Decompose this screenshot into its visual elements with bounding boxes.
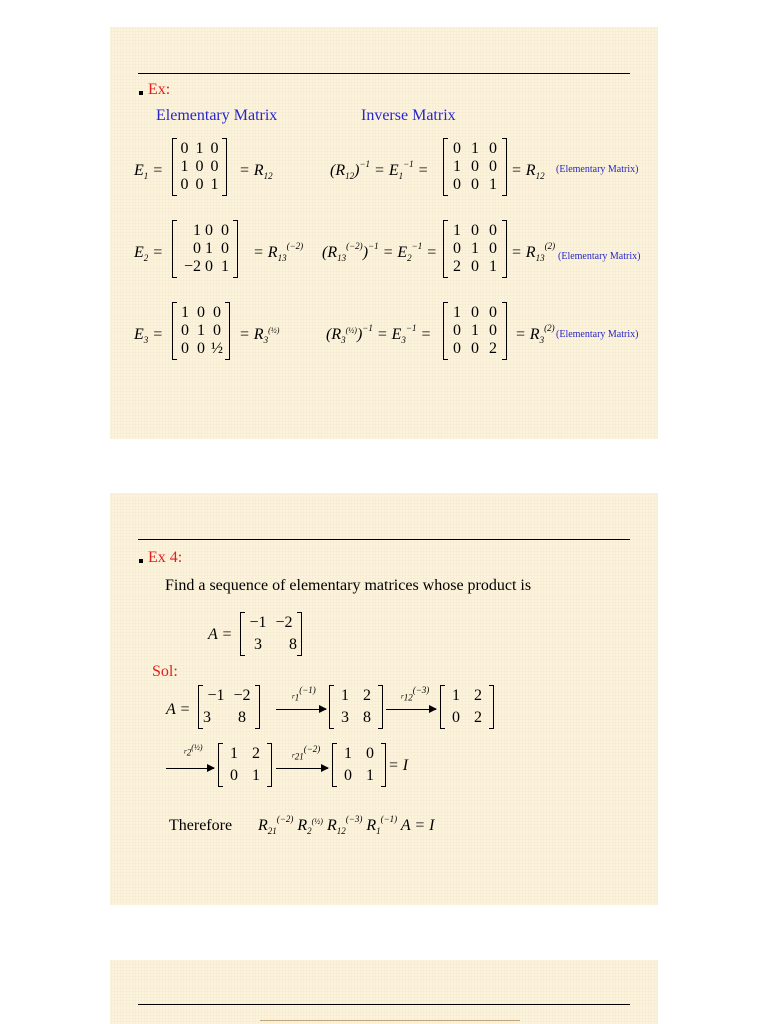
step-3-matrix: 1 2 0 1	[218, 744, 272, 786]
therefore-label: Therefore	[169, 817, 233, 834]
slide-2-rule	[138, 539, 630, 540]
e1-inverse-lhs: $(R_{12})^{-1} = E_1^{-1}$ =	[330, 158, 429, 182]
heading-elementary-matrix: Elementary Matrix	[156, 107, 278, 124]
arrow-1-label: $r_1^{(-1)}$	[292, 685, 316, 703]
e3-inverse-rhs: = $R_3^{(2)}$	[515, 322, 555, 346]
e2-note: (Elementary Matrix)	[558, 251, 641, 262]
slide-3-rule	[138, 1004, 630, 1005]
arrow-2	[386, 709, 436, 710]
arrow-2-label: $r_{12}^{(-3)}$	[401, 685, 430, 703]
e1-label: $E_1$ =	[134, 162, 164, 182]
step-4-matrix: 1 0 0 1	[332, 744, 386, 786]
slide-2-title: Ex 4:	[148, 549, 183, 566]
e3-inverse-matrix: 1 0 0 0 1 0 0 0 2	[443, 303, 507, 359]
arrow-4-label: $r_{21}^{(-2)}$	[292, 744, 321, 762]
e2-inverse-rhs: = $R_{13}^{(2)}$	[511, 240, 556, 264]
step-2-matrix: 1 2 0 2	[440, 686, 494, 728]
bullet	[139, 559, 143, 563]
arrow-3-label: $r_2(\frac{1}{2})$	[184, 743, 203, 758]
e2-rhs: = $R_{13}^{(-2)}$	[253, 240, 304, 264]
slide-1	[110, 27, 658, 439]
final-product: $R_{21}^{(-2)}$ $R_2(\frac{1}{2})$ $R_{12}^{(-3)}$ $R_1^{(-1)}$ A = I	[258, 813, 435, 837]
problem-text: Find a sequence of elementary matrices whose product is	[165, 577, 532, 594]
e2-label: $E_2$ =	[134, 244, 164, 264]
e1-inverse-rhs: = $R_{12}$	[511, 162, 545, 182]
arrow-1	[276, 709, 326, 710]
e1-inverse-matrix: 0 1 0 1 0 0 0 0 1	[443, 139, 507, 195]
slide-3-partial-line	[260, 1020, 520, 1021]
matrix-a: −1 −2 3 8	[240, 613, 302, 655]
matrix-a-label: A =	[208, 626, 233, 643]
e1-matrix: 0 1 0 1 0 0 0 0 1	[172, 139, 227, 195]
heading-inverse-matrix: Inverse Matrix	[361, 107, 456, 124]
equals-identity: = I	[388, 757, 409, 774]
e3-matrix: 1 0 0 0 1 0 0 0 ½	[172, 303, 230, 359]
e1-note: (Elementary Matrix)	[556, 164, 639, 175]
sol-matrix-a: −1 −2 3 8	[198, 686, 260, 728]
slide-3	[110, 960, 658, 1024]
e3-label: $E_3$ =	[134, 326, 164, 346]
e2-inverse-lhs: $(R_{13}^{(-2)})^{-1} = E_2^{-1}$ =	[322, 240, 438, 264]
e3-rhs: = $R_3(\frac{1}{2})$	[239, 325, 280, 346]
e3-note: (Elementary Matrix)	[556, 329, 639, 340]
arrow-3	[166, 768, 214, 769]
arrow-4	[276, 768, 328, 769]
sol-a-label: A =	[166, 701, 191, 718]
slide-2	[110, 493, 658, 905]
e1-rhs: = $R_{12}$	[239, 162, 273, 182]
bullet	[139, 91, 143, 95]
slide-1-rule	[138, 73, 630, 74]
e3-inverse-lhs: $(R_3(\frac{1}{2}))^{-1} = E_3^{-1}$ =	[326, 322, 432, 346]
e2-matrix: 1 0 0 0 1 0 −2 0 1	[172, 221, 238, 277]
sol-label: Sol:	[152, 663, 178, 680]
e2-inverse-matrix: 1 0 0 0 1 0 2 0 1	[443, 221, 507, 277]
step-1-matrix: 1 2 3 8	[329, 686, 383, 728]
slide-1-title: Ex:	[148, 81, 171, 98]
